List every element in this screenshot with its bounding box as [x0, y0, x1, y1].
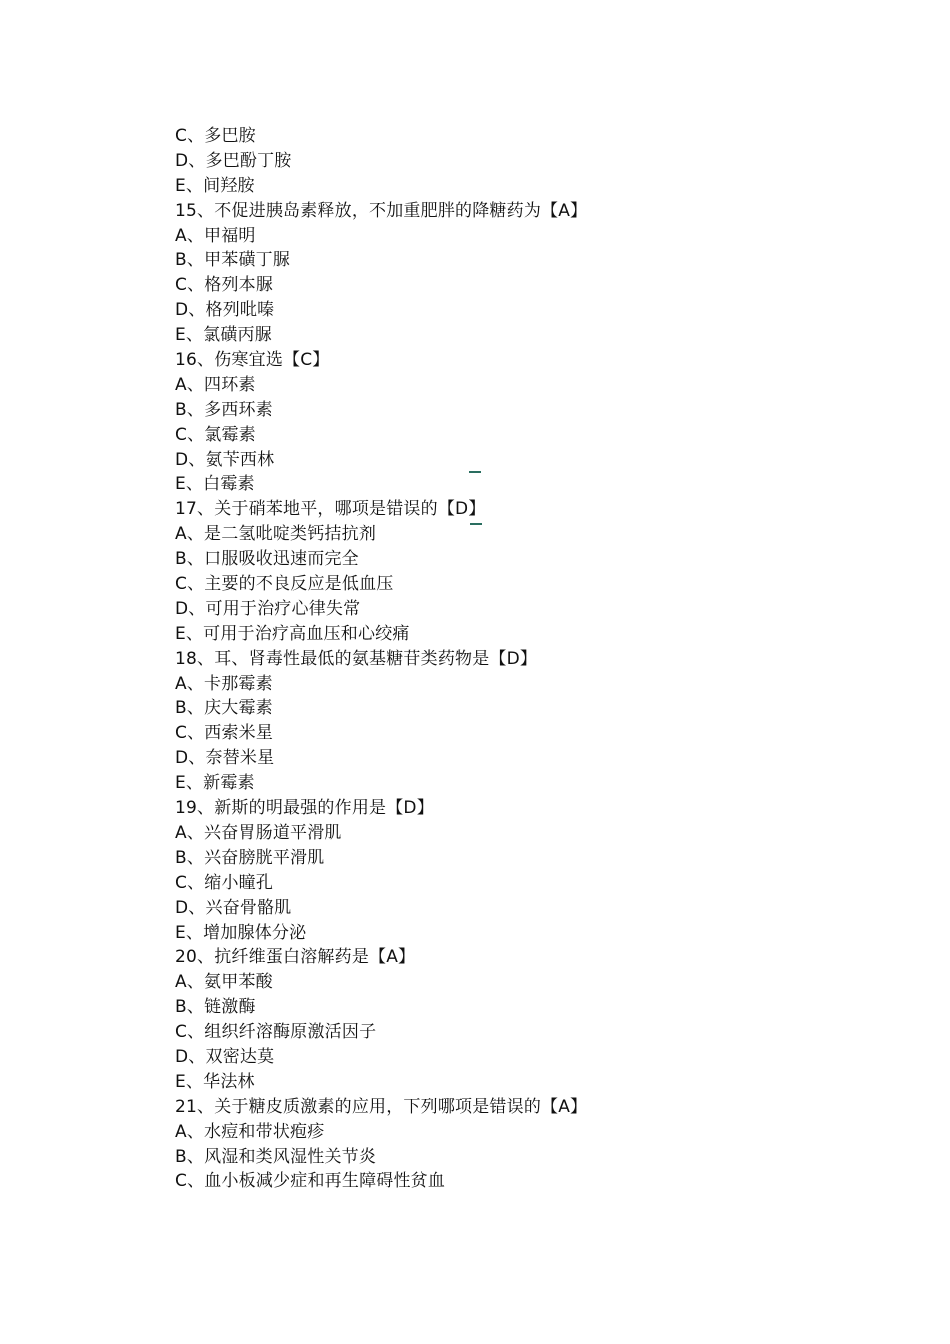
text-line: C、氯霉素 — [175, 424, 256, 445]
text-line: B、口服吸收迅速而完全 — [175, 549, 359, 570]
text-line: B、兴奋膀胱平滑肌 — [175, 847, 325, 868]
text-line: D、多巴酚丁胺 — [175, 150, 292, 171]
text-line: C、格列本脲 — [175, 275, 274, 296]
text-line: C、缩小瞳孔 — [175, 872, 274, 893]
text-line: A、氨甲苯酸 — [175, 972, 273, 993]
text-line: A、卡那霉素 — [175, 673, 273, 694]
question-18: 18、耳、肾毒性最低的氨基糖苷类药物是【D】 — [175, 648, 538, 669]
text-line: E、白霉素 — [175, 474, 255, 495]
text-cursor-mark — [469, 471, 481, 473]
question-20: 20、抗纤维蛋白溶解药是【A】 — [175, 947, 416, 968]
text-line: D、奈替米星 — [175, 748, 275, 769]
text-line: B、甲苯磺丁脲 — [175, 250, 291, 271]
question-21: 21、关于糖皮质激素的应用，下列哪项是错误的【A】 — [175, 1096, 588, 1117]
question-17: 17、关于硝苯地平，哪项是错误的【D】 — [175, 499, 486, 520]
question-16: 16、伤寒宜选【C】 — [175, 350, 330, 371]
text-line: E、增加腺体分泌 — [175, 922, 307, 943]
text-line: E、氯磺丙脲 — [175, 325, 272, 346]
text-line: C、西索米星 — [175, 723, 274, 744]
text-line: D、格列吡嗪 — [175, 300, 275, 321]
text-line: E、间羟胺 — [175, 175, 255, 196]
text-line: C、组织纤溶酶原激活因子 — [175, 1022, 377, 1043]
text-line: D、兴奋骨骼肌 — [175, 897, 292, 918]
text-line: A、甲福明 — [175, 225, 256, 246]
text-line: D、氨苄西林 — [175, 449, 275, 470]
text-line: C、主要的不良反应是低血压 — [175, 574, 394, 595]
text-line: A、水痘和带状疱疹 — [175, 1121, 325, 1142]
text-line: E、华法林 — [175, 1071, 255, 1092]
answer-underline-mark — [470, 523, 482, 525]
text-line: A、四环素 — [175, 374, 256, 395]
text-line: D、可用于治疗心律失常 — [175, 598, 361, 619]
question-text-block — [175, 124, 895, 1194]
text-line: A、是二氢吡啶类钙拮抗剂 — [175, 524, 377, 545]
question-19: 19、新斯的明最强的作用是【D】 — [175, 798, 434, 819]
text-line: E、新霉素 — [175, 773, 255, 794]
text-line: B、庆大霉素 — [175, 698, 273, 719]
text-line: A、兴奋胃肠道平滑肌 — [175, 822, 342, 843]
text-line: E、可用于治疗高血压和心绞痛 — [175, 623, 410, 644]
text-line: B、多西环素 — [175, 399, 273, 420]
question-15: 15、不促进胰岛素释放，不加重肥胖的降糖药为【A】 — [175, 200, 588, 221]
text-line: B、风湿和类风湿性关节炎 — [175, 1146, 377, 1167]
text-line: D、双密达莫 — [175, 1046, 275, 1067]
text-line: B、链激酶 — [175, 997, 256, 1018]
text-line: C、血小板减少症和再生障碍性贫血 — [175, 1171, 446, 1192]
text-line: C、多巴胺 — [175, 126, 256, 146]
